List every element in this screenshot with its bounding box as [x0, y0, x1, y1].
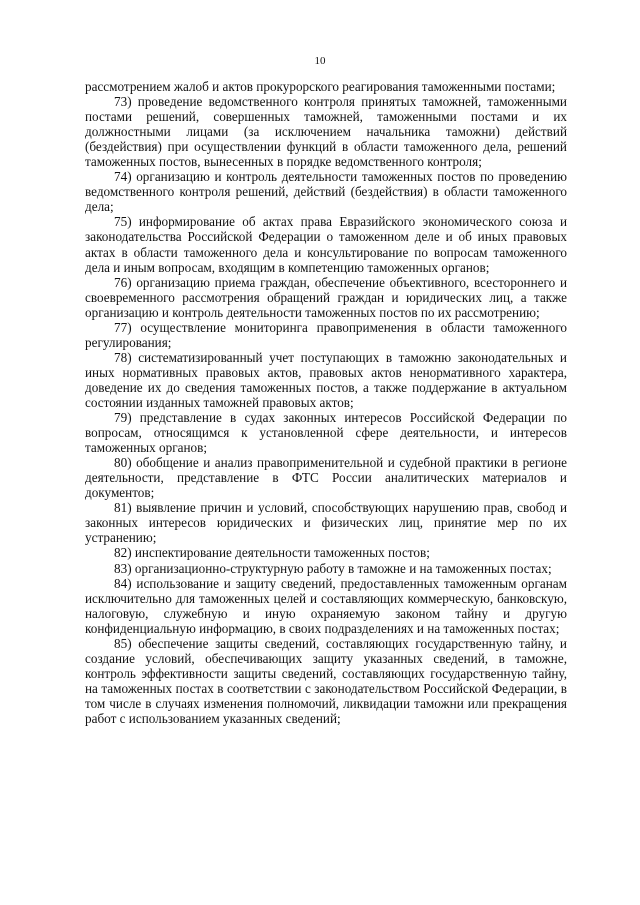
paragraph-75: 75) информирование об актах права Евразийского экономического союза и законодательства Российской Федерации о таможенном деле и об иных правовых актах в области таможенного дела и консультирование по вопросам таможенного дела и иным вопросам, входящим в компетенцию таможенных органов; [85, 214, 567, 275]
paragraph-continuation: рассмотрением жалоб и актов прокурорского реагирования таможенными постами; [85, 79, 556, 94]
paragraph-76: 76) организацию приема граждан, обеспечение объективного, всестороннего и своевременного рассмотрения обращений граждан и юридических лиц, а также организацию и контроль деятельности таможенных постов по их рассмотрению; [85, 274, 567, 320]
paragraph-85: 85) обеспечение защиты сведений, составляющих государственную тайну, и создание условий, обеспечивающих защиту указанных сведений, в таможне, контроль эффективности защиты сведений, составляющих государственную тайну, на таможенных постах в соответствии с законодательством Российской Федерации, в том числе в случаях изменения полномочий, ликвидации таможни или прекращения работ с использованием указанных сведений; [85, 635, 567, 726]
paragraph-73: 73) проведение ведомственного контроля принятых таможней, таможенными постами решений, совершенных таможней, таможенными постами и их должностными лицами (за исключением начальника таможни) действий (бездействия) при осуществлении функций в области таможенного дела, решений таможенных постов, вынесенных в порядке ведомственного контроля; [85, 94, 567, 170]
paragraph-79: 79) представление в судах законных интересов Российской Федерации по вопросам, относящимся к установленной сфере деятельности, и интересов таможенных органов; [85, 410, 567, 456]
document-body [85, 79, 567, 726]
page-number: 10 [314, 55, 326, 67]
paragraph-83: 83) организационно-структурную работу в таможне и на таможенных постах; [114, 560, 552, 576]
paragraph-84: 84) использование и защиту сведений, предоставленных таможенным органам исключительно для таможенных целей и составляющих коммерческую, банковскую, налоговую, служебную и иную охраняемую законом тайну и другую конфиденциальную информацию, в своих подразделениях и на таможенных постах; [85, 575, 567, 636]
paragraph-80: 80) обобщение и анализ правоприменительной и судебной практики в регионе деятельности, представление в ФТС России аналитических материалов и документов; [85, 455, 567, 501]
paragraph-78: 78) систематизированный учет поступающих в таможню законодательных и иных нормативных правовых актов, правовых актов ненормативного характера, доведение их до сведения таможенных постов, а также поддержание в актуальном состоянии изданных таможней правовых актов; [85, 349, 567, 410]
paragraph-82: 82) инспектирование деятельности таможенных постов; [114, 545, 430, 561]
paragraph-77: 77) осуществление мониторинга правоприменения в области таможенного регулирования; [85, 319, 567, 350]
paragraph-74: 74) организацию и контроль деятельности таможенных постов по проведению ведомственного контроля решений, действий (бездействия) в области таможенного дела; [85, 169, 567, 215]
paragraph-81: 81) выявление причин и условий, способствующих нарушению прав, свобод и законных интересов юридических и физических лиц, принятие мер по их устранению; [85, 500, 567, 546]
